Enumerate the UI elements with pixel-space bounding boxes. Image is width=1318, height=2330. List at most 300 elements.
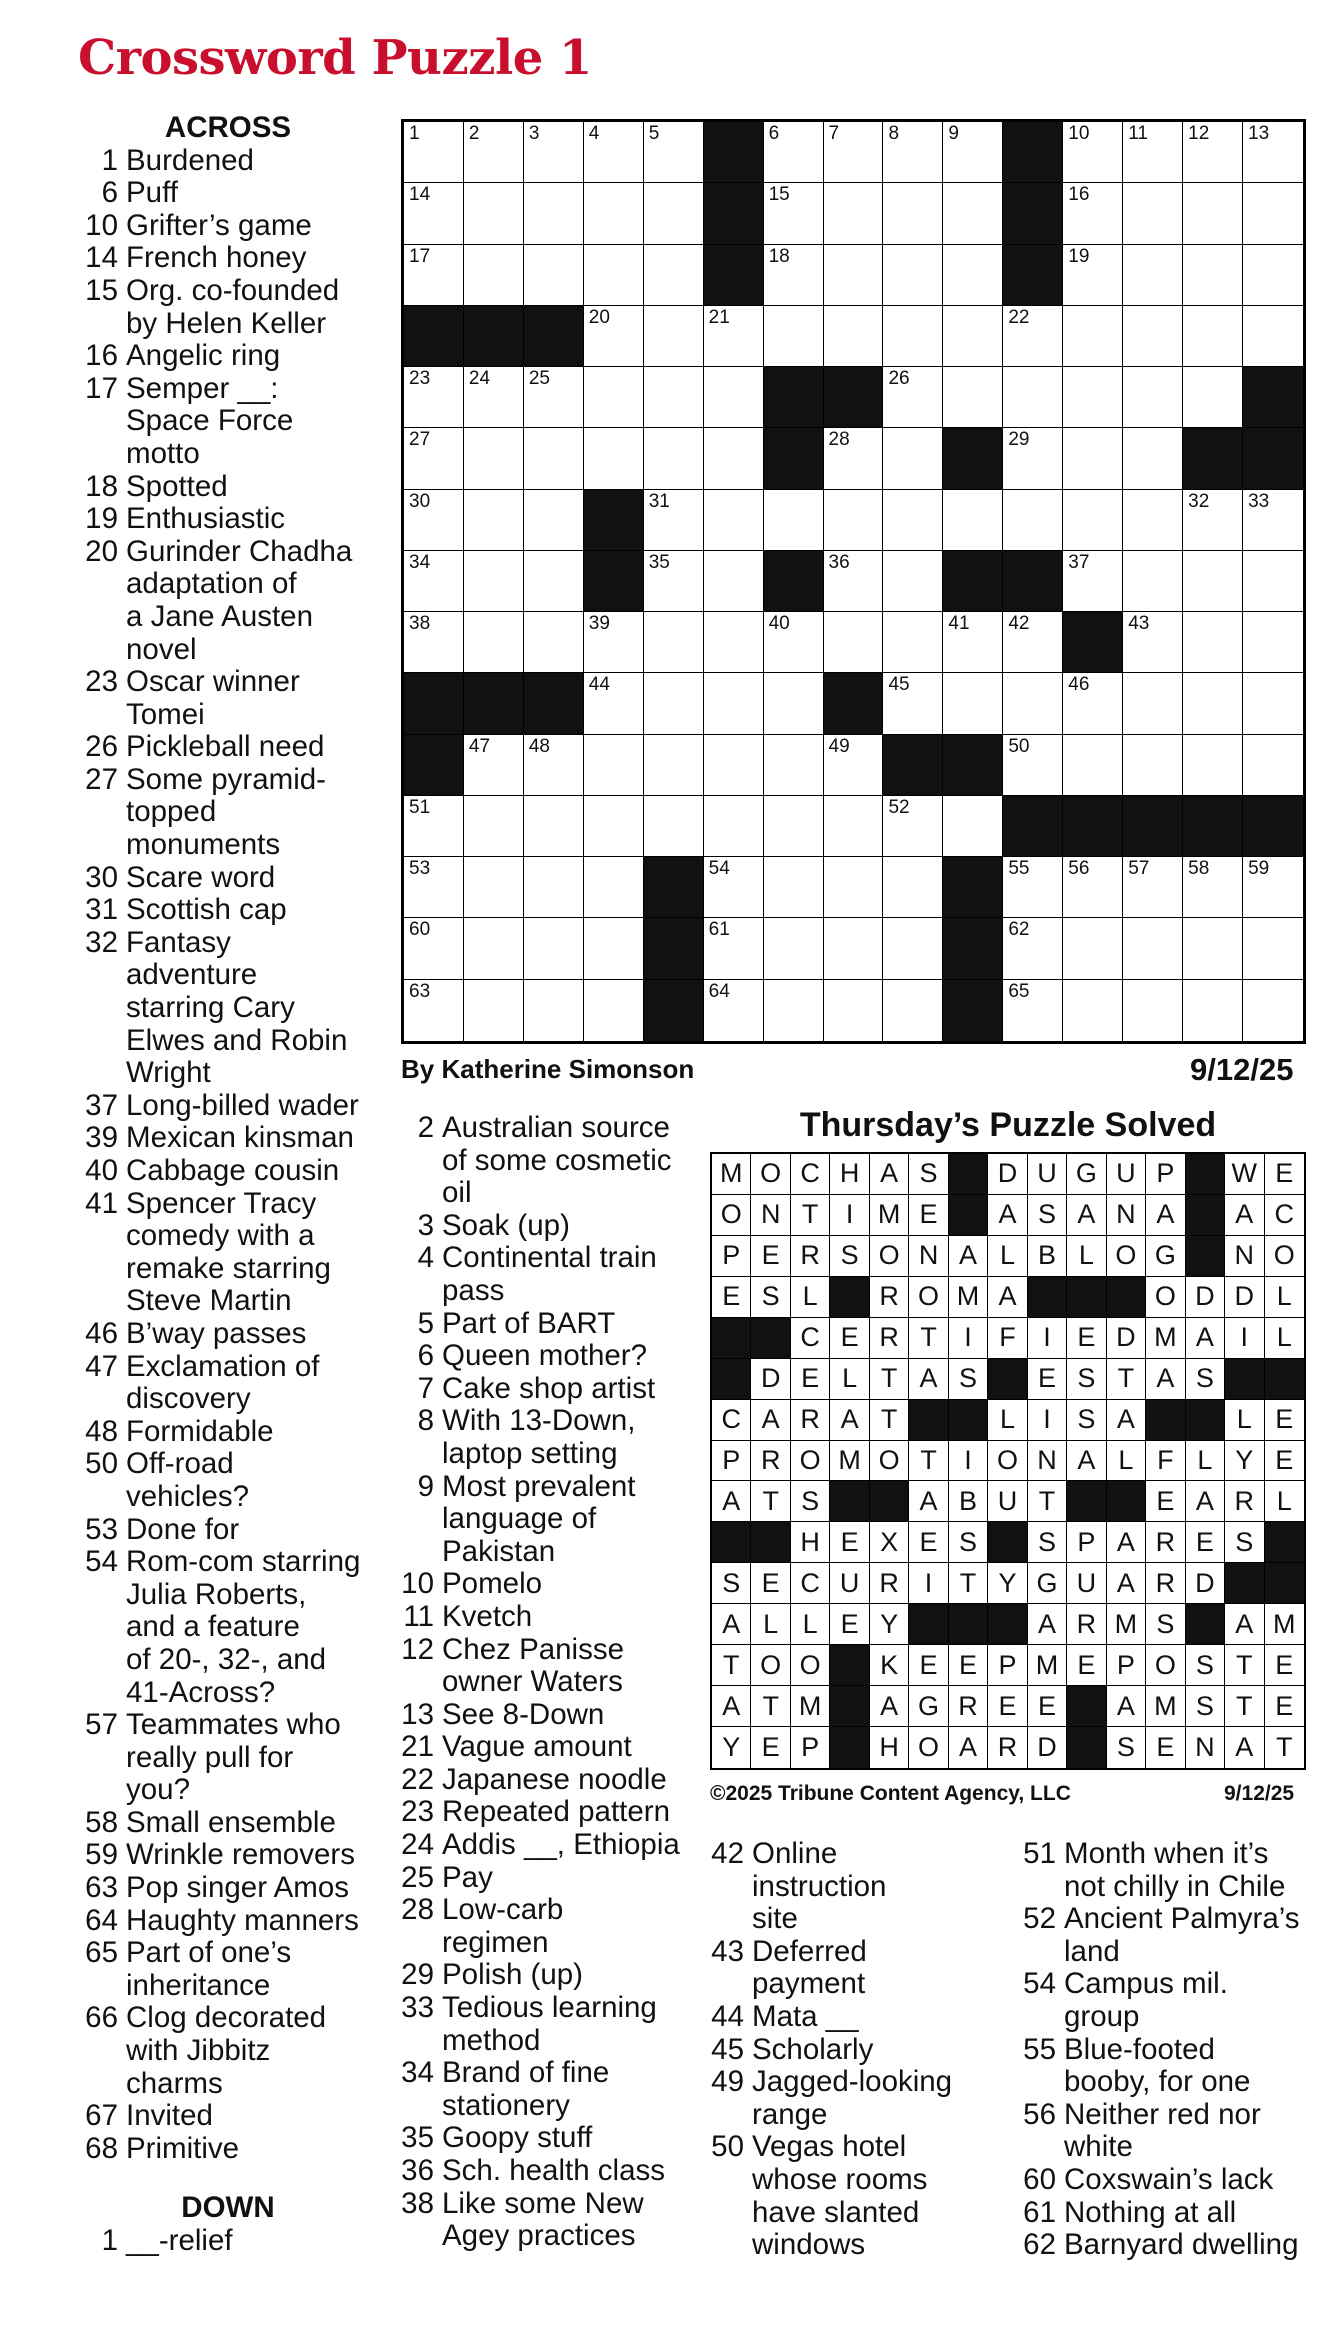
grid-cell[interactable] bbox=[584, 122, 644, 183]
grid-cell[interactable] bbox=[1243, 980, 1303, 1041]
solution-black-square bbox=[1225, 1563, 1264, 1604]
grid-cell[interactable] bbox=[1183, 367, 1243, 428]
solution-letter: E bbox=[751, 1727, 790, 1768]
grid-cell[interactable] bbox=[1063, 735, 1123, 796]
grid-cell[interactable] bbox=[764, 183, 824, 244]
grid-cell[interactable] bbox=[524, 490, 584, 551]
solution-letter: S bbox=[1186, 1686, 1225, 1727]
grid-cell[interactable] bbox=[764, 918, 824, 979]
clue-item bbox=[78, 1155, 378, 1188]
clue-line: With 13-Down, bbox=[442, 1404, 636, 1438]
grid-cell[interactable] bbox=[883, 918, 943, 979]
grid-cell[interactable] bbox=[883, 367, 943, 428]
solution-letter: S bbox=[791, 1481, 830, 1522]
clue-number: 45 bbox=[711, 2032, 744, 2066]
grid-cell[interactable] bbox=[1243, 673, 1303, 734]
solution-letter: A bbox=[1107, 1563, 1146, 1604]
clue-item bbox=[398, 1992, 690, 2057]
grid-cell[interactable] bbox=[704, 551, 764, 612]
grid-cell[interactable] bbox=[404, 551, 464, 612]
grid-cell[interactable] bbox=[524, 428, 584, 489]
black-square bbox=[584, 551, 644, 612]
grid-cell[interactable] bbox=[644, 367, 704, 428]
grid-cell[interactable] bbox=[1243, 306, 1303, 367]
grid-cell[interactable] bbox=[824, 428, 884, 489]
grid-cell[interactable] bbox=[883, 857, 943, 918]
clue-line: Like some New bbox=[442, 2186, 644, 2220]
grid-cell[interactable] bbox=[644, 183, 704, 244]
grid-cell[interactable] bbox=[1123, 122, 1183, 183]
grid-cell[interactable] bbox=[1123, 551, 1183, 612]
grid-cell[interactable] bbox=[883, 428, 943, 489]
grid-cell[interactable] bbox=[404, 245, 464, 306]
clue-line: Part of one’s bbox=[126, 1936, 292, 1970]
clue-text bbox=[126, 2002, 378, 2100]
clue-item bbox=[78, 340, 378, 373]
grid-cell[interactable] bbox=[1123, 306, 1183, 367]
clue-line: Soak (up) bbox=[442, 1208, 570, 1242]
clue-line: 41-Across? bbox=[126, 1675, 276, 1709]
grid-cell[interactable] bbox=[883, 183, 943, 244]
cell-number: 52 bbox=[888, 796, 910, 818]
grid-cell[interactable] bbox=[1003, 857, 1063, 918]
clue-text bbox=[442, 1796, 690, 1829]
grid-cell[interactable] bbox=[404, 796, 464, 857]
grid-cell[interactable] bbox=[764, 673, 824, 734]
black-square bbox=[524, 673, 584, 734]
clue-line: inheritance bbox=[126, 1968, 271, 2002]
grid-cell[interactable] bbox=[704, 857, 764, 918]
grid-cell[interactable] bbox=[883, 245, 943, 306]
black-square bbox=[883, 735, 943, 796]
cell-number: 50 bbox=[1008, 735, 1030, 757]
grid-cell[interactable] bbox=[644, 428, 704, 489]
solution-letter: R bbox=[791, 1236, 830, 1277]
grid-cell[interactable] bbox=[1063, 428, 1123, 489]
grid-cell[interactable] bbox=[1243, 183, 1303, 244]
grid-cell[interactable] bbox=[1183, 122, 1243, 183]
grid-cell[interactable] bbox=[824, 918, 884, 979]
clue-line: Scholarly bbox=[752, 2032, 874, 2066]
black-square bbox=[943, 918, 1003, 979]
grid-cell[interactable] bbox=[584, 735, 644, 796]
grid-cell[interactable] bbox=[464, 796, 524, 857]
grid-cell[interactable] bbox=[404, 183, 464, 244]
cell-number: 17 bbox=[409, 245, 431, 267]
grid-cell[interactable] bbox=[644, 612, 704, 673]
grid-cell[interactable] bbox=[943, 367, 1003, 428]
clue-item bbox=[78, 927, 378, 1090]
grid-cell[interactable] bbox=[464, 918, 524, 979]
clue-number: 55 bbox=[1023, 2032, 1056, 2066]
grid-cell[interactable] bbox=[704, 367, 764, 428]
grid-cell[interactable] bbox=[824, 980, 884, 1041]
solution-black-square bbox=[988, 1604, 1027, 1645]
grid-cell[interactable] bbox=[704, 490, 764, 551]
clue-item bbox=[398, 1764, 690, 1797]
grid-cell[interactable] bbox=[464, 490, 524, 551]
grid-cell[interactable] bbox=[824, 612, 884, 673]
black-square bbox=[584, 490, 644, 551]
grid-cell[interactable] bbox=[1183, 918, 1243, 979]
grid-cell[interactable] bbox=[1063, 673, 1123, 734]
grid-cell[interactable] bbox=[943, 612, 1003, 673]
grid-cell[interactable] bbox=[1123, 490, 1183, 551]
grid-cell[interactable] bbox=[464, 980, 524, 1041]
clue-item bbox=[78, 471, 378, 504]
clue-item bbox=[78, 275, 378, 340]
cell-number: 22 bbox=[1008, 306, 1030, 328]
grid-cell[interactable] bbox=[524, 918, 584, 979]
grid-cell[interactable] bbox=[584, 245, 644, 306]
solution-letter: W bbox=[1225, 1154, 1264, 1195]
grid-cell[interactable] bbox=[1183, 245, 1243, 306]
solution-black-square bbox=[830, 1645, 869, 1686]
grid-cell[interactable] bbox=[464, 857, 524, 918]
grid-cell[interactable] bbox=[584, 673, 644, 734]
clue-item bbox=[78, 2133, 378, 2166]
grid-cell[interactable] bbox=[1123, 980, 1183, 1041]
solution-letter: U bbox=[1107, 1154, 1146, 1195]
grid-cell[interactable] bbox=[644, 796, 704, 857]
cell-number: 43 bbox=[1128, 613, 1150, 635]
grid-cell[interactable] bbox=[464, 245, 524, 306]
clue-line: Part of BART bbox=[442, 1306, 616, 1340]
clue-text bbox=[752, 1936, 1010, 2001]
grid-cell[interactable] bbox=[404, 857, 464, 918]
grid-cell[interactable] bbox=[764, 980, 824, 1041]
solution-letter: X bbox=[870, 1522, 909, 1563]
down-clues-column-4 bbox=[1022, 1838, 1318, 2262]
grid-cell[interactable] bbox=[764, 306, 824, 367]
grid-cell[interactable] bbox=[524, 245, 584, 306]
grid-cell[interactable] bbox=[764, 490, 824, 551]
grid-cell[interactable] bbox=[404, 428, 464, 489]
black-square bbox=[764, 367, 824, 428]
grid-cell[interactable] bbox=[1123, 367, 1183, 428]
grid-cell[interactable] bbox=[1063, 367, 1123, 428]
black-square bbox=[1183, 796, 1243, 857]
clue-item bbox=[398, 1699, 690, 1732]
grid-cell[interactable] bbox=[1243, 857, 1303, 918]
grid-cell[interactable] bbox=[464, 428, 524, 489]
clue-line: novel bbox=[126, 632, 197, 666]
solution-letter: D bbox=[1225, 1277, 1264, 1318]
grid-cell[interactable] bbox=[1003, 735, 1063, 796]
grid-cell[interactable] bbox=[1063, 245, 1123, 306]
grid-cell[interactable] bbox=[704, 612, 764, 673]
grid-cell[interactable] bbox=[1243, 245, 1303, 306]
grid-cell[interactable] bbox=[824, 183, 884, 244]
grid-cell[interactable] bbox=[1003, 306, 1063, 367]
grid-cell[interactable] bbox=[584, 918, 644, 979]
clue-item bbox=[78, 177, 378, 210]
grid-cell[interactable] bbox=[943, 122, 1003, 183]
grid-cell[interactable] bbox=[1123, 428, 1183, 489]
grid-cell[interactable] bbox=[1183, 857, 1243, 918]
grid-cell[interactable] bbox=[764, 122, 824, 183]
grid-cell[interactable] bbox=[1063, 183, 1123, 244]
grid-cell[interactable] bbox=[1063, 857, 1123, 918]
grid-cell[interactable] bbox=[1003, 367, 1063, 428]
grid-cell[interactable] bbox=[1183, 673, 1243, 734]
grid-cell[interactable] bbox=[404, 490, 464, 551]
clue-text bbox=[126, 210, 378, 243]
grid-cell[interactable] bbox=[464, 183, 524, 244]
grid-cell[interactable] bbox=[1243, 918, 1303, 979]
grid-cell[interactable] bbox=[704, 673, 764, 734]
grid-cell[interactable] bbox=[584, 183, 644, 244]
grid-cell[interactable] bbox=[1063, 490, 1123, 551]
grid-cell[interactable] bbox=[584, 306, 644, 367]
grid-cell[interactable] bbox=[524, 857, 584, 918]
grid-cell[interactable] bbox=[764, 796, 824, 857]
grid-cell[interactable] bbox=[1123, 183, 1183, 244]
grid-cell[interactable] bbox=[764, 612, 824, 673]
grid-cell[interactable] bbox=[704, 796, 764, 857]
grid-cell[interactable] bbox=[704, 980, 764, 1041]
clue-line: adventure bbox=[126, 958, 258, 992]
grid-cell[interactable] bbox=[883, 490, 943, 551]
clue-line: Grifter’s game bbox=[126, 208, 312, 242]
grid-cell[interactable] bbox=[584, 612, 644, 673]
grid-cell[interactable] bbox=[524, 980, 584, 1041]
grid-cell[interactable] bbox=[524, 796, 584, 857]
clue-text bbox=[752, 2131, 1010, 2261]
clue-item bbox=[1022, 2034, 1318, 2099]
grid-cell[interactable] bbox=[1183, 183, 1243, 244]
clue-number: 6 bbox=[101, 176, 118, 210]
grid-cell[interactable] bbox=[404, 122, 464, 183]
grid-cell[interactable] bbox=[644, 490, 704, 551]
grid-cell[interactable] bbox=[824, 857, 884, 918]
grid-cell[interactable] bbox=[1243, 490, 1303, 551]
clue-item bbox=[78, 1318, 378, 1351]
grid-cell[interactable] bbox=[883, 612, 943, 673]
grid-cell[interactable] bbox=[824, 122, 884, 183]
clue-number: 49 bbox=[711, 2065, 744, 2099]
grid-cell[interactable] bbox=[883, 796, 943, 857]
grid-cell[interactable] bbox=[1063, 306, 1123, 367]
grid-cell[interactable] bbox=[1123, 612, 1183, 673]
grid-cell[interactable] bbox=[404, 980, 464, 1041]
grid-cell[interactable] bbox=[1003, 490, 1063, 551]
grid-cell[interactable] bbox=[1243, 735, 1303, 796]
black-square bbox=[404, 735, 464, 796]
grid-cell[interactable] bbox=[464, 551, 524, 612]
clue-number: 54 bbox=[85, 1545, 118, 1579]
grid-cell[interactable] bbox=[1063, 551, 1123, 612]
grid-cell[interactable] bbox=[1003, 673, 1063, 734]
clue-text bbox=[126, 503, 378, 536]
clue-line: Repeated pattern bbox=[442, 1795, 670, 1829]
grid-cell[interactable] bbox=[883, 980, 943, 1041]
grid-cell[interactable] bbox=[1123, 918, 1183, 979]
clue-text bbox=[752, 2066, 1010, 2131]
grid-cell[interactable] bbox=[1003, 428, 1063, 489]
black-square bbox=[943, 980, 1003, 1041]
clue-number: 40 bbox=[85, 1154, 118, 1187]
grid-cell[interactable] bbox=[824, 490, 884, 551]
grid-cell[interactable] bbox=[584, 428, 644, 489]
solution-letter: A bbox=[1146, 1359, 1185, 1400]
clue-text bbox=[442, 1764, 690, 1797]
grid-cell[interactable] bbox=[764, 857, 824, 918]
grid-cell[interactable] bbox=[883, 673, 943, 734]
cell-number: 46 bbox=[1068, 674, 1090, 696]
grid-cell[interactable] bbox=[1003, 612, 1063, 673]
grid-cell[interactable] bbox=[883, 551, 943, 612]
clue-number: 64 bbox=[85, 1903, 118, 1937]
grid-cell[interactable] bbox=[704, 735, 764, 796]
grid-cell[interactable] bbox=[524, 551, 584, 612]
solution-letter: N bbox=[1107, 1195, 1146, 1236]
clue-number: 30 bbox=[85, 860, 118, 894]
solution-letter: D bbox=[1028, 1727, 1067, 1768]
crossword-grid bbox=[401, 119, 1306, 1044]
solution-letter: E bbox=[751, 1236, 790, 1277]
grid-cell[interactable] bbox=[764, 245, 824, 306]
grid-cell[interactable] bbox=[584, 796, 644, 857]
down-clues-column-3 bbox=[710, 1838, 1010, 2262]
clue-number: 15 bbox=[85, 273, 118, 307]
cell-number: 26 bbox=[888, 368, 910, 390]
grid-cell[interactable] bbox=[1183, 306, 1243, 367]
grid-cell[interactable] bbox=[584, 857, 644, 918]
grid-cell[interactable] bbox=[1063, 918, 1123, 979]
grid-cell[interactable] bbox=[1183, 735, 1243, 796]
grid-cell[interactable] bbox=[824, 796, 884, 857]
grid-cell[interactable] bbox=[1123, 735, 1183, 796]
clue-number: 56 bbox=[1023, 2097, 1056, 2131]
grid-cell[interactable] bbox=[1243, 122, 1303, 183]
grid-cell[interactable] bbox=[704, 918, 764, 979]
solution-black-square bbox=[1186, 1236, 1225, 1277]
grid-cell[interactable] bbox=[883, 122, 943, 183]
grid-cell[interactable] bbox=[524, 735, 584, 796]
black-square bbox=[1063, 612, 1123, 673]
clue-number: 11 bbox=[403, 1599, 434, 1633]
clue-line: Scottish cap bbox=[126, 893, 287, 927]
grid-cell[interactable] bbox=[764, 735, 824, 796]
grid-cell[interactable] bbox=[704, 428, 764, 489]
black-square bbox=[943, 735, 1003, 796]
clue-item bbox=[710, 2066, 1010, 2131]
grid-cell[interactable] bbox=[404, 918, 464, 979]
clue-item bbox=[398, 1796, 690, 1829]
grid-cell[interactable] bbox=[943, 673, 1003, 734]
cell-number: 54 bbox=[708, 858, 730, 880]
grid-cell[interactable] bbox=[644, 306, 704, 367]
grid-cell[interactable] bbox=[644, 245, 704, 306]
clue-number: 32 bbox=[85, 925, 118, 959]
grid-cell[interactable] bbox=[824, 551, 884, 612]
grid-cell[interactable] bbox=[404, 612, 464, 673]
grid-cell[interactable] bbox=[1243, 551, 1303, 612]
cell-number: 53 bbox=[409, 858, 431, 880]
grid-cell[interactable] bbox=[1003, 918, 1063, 979]
clue-line: topped bbox=[126, 795, 217, 829]
grid-cell[interactable] bbox=[1183, 980, 1243, 1041]
grid-cell[interactable] bbox=[644, 551, 704, 612]
grid-cell[interactable] bbox=[524, 367, 584, 428]
clue-number: 35 bbox=[401, 2121, 434, 2155]
clue-line: Chez Panisse bbox=[442, 1632, 625, 1666]
clue-text bbox=[126, 1546, 378, 1709]
grid-cell[interactable] bbox=[824, 735, 884, 796]
cell-number: 7 bbox=[828, 123, 840, 144]
grid-cell[interactable] bbox=[464, 735, 524, 796]
solution-letter: A bbox=[712, 1481, 751, 1522]
grid-cell[interactable] bbox=[1063, 122, 1123, 183]
grid-cell[interactable] bbox=[1123, 673, 1183, 734]
grid-cell[interactable] bbox=[824, 245, 884, 306]
clue-line: Coxswain’s lack bbox=[1064, 2162, 1274, 2196]
clue-number: 12 bbox=[401, 1632, 434, 1666]
black-square bbox=[1243, 367, 1303, 428]
grid-cell[interactable] bbox=[943, 245, 1003, 306]
clue-text bbox=[126, 2100, 378, 2133]
grid-cell[interactable] bbox=[464, 367, 524, 428]
grid-cell[interactable] bbox=[524, 122, 584, 183]
grid-cell[interactable] bbox=[404, 367, 464, 428]
clue-line: booby, for one bbox=[1064, 2065, 1251, 2099]
grid-cell[interactable] bbox=[1243, 612, 1303, 673]
grid-cell[interactable] bbox=[644, 735, 704, 796]
grid-cell[interactable] bbox=[584, 980, 644, 1041]
grid-cell[interactable] bbox=[644, 122, 704, 183]
clue-line: Month when it’s bbox=[1064, 1837, 1269, 1870]
grid-cell[interactable] bbox=[584, 367, 644, 428]
solution-letter: T bbox=[1107, 1359, 1146, 1400]
solution-letter: O bbox=[1107, 1236, 1146, 1277]
grid-cell[interactable] bbox=[704, 306, 764, 367]
solution-letter: E bbox=[830, 1604, 869, 1645]
clue-item bbox=[78, 1937, 378, 2002]
clue-line: Pickleball need bbox=[126, 730, 325, 764]
grid-cell[interactable] bbox=[943, 306, 1003, 367]
grid-cell[interactable] bbox=[1003, 980, 1063, 1041]
clue-line: a Jane Austen bbox=[126, 599, 313, 633]
grid-cell[interactable] bbox=[524, 183, 584, 244]
grid-cell[interactable] bbox=[1183, 490, 1243, 551]
clue-line: Enthusiastic bbox=[126, 502, 286, 536]
clue-line: Jagged-looking bbox=[752, 2065, 953, 2099]
grid-cell[interactable] bbox=[943, 796, 1003, 857]
solution-letter: S bbox=[1186, 1645, 1225, 1686]
solution-letter: T bbox=[751, 1481, 790, 1522]
grid-cell[interactable] bbox=[883, 306, 943, 367]
solution-letter: L bbox=[1265, 1481, 1304, 1522]
grid-cell[interactable] bbox=[943, 183, 1003, 244]
cell-number: 15 bbox=[768, 184, 790, 206]
grid-cell[interactable] bbox=[464, 122, 524, 183]
grid-cell[interactable] bbox=[464, 612, 524, 673]
grid-cell[interactable] bbox=[824, 306, 884, 367]
grid-cell[interactable] bbox=[1063, 980, 1123, 1041]
grid-cell[interactable] bbox=[644, 673, 704, 734]
grid-cell[interactable] bbox=[943, 490, 1003, 551]
cell-number: 49 bbox=[828, 735, 850, 757]
grid-cell[interactable] bbox=[524, 612, 584, 673]
grid-cell[interactable] bbox=[1123, 857, 1183, 918]
clue-number: 41 bbox=[85, 1186, 118, 1220]
grid-cell[interactable] bbox=[1123, 245, 1183, 306]
cell-number: 56 bbox=[1068, 858, 1090, 880]
grid-cell[interactable] bbox=[1183, 551, 1243, 612]
grid-cell[interactable] bbox=[1183, 612, 1243, 673]
clue-number: 67 bbox=[85, 2099, 118, 2133]
